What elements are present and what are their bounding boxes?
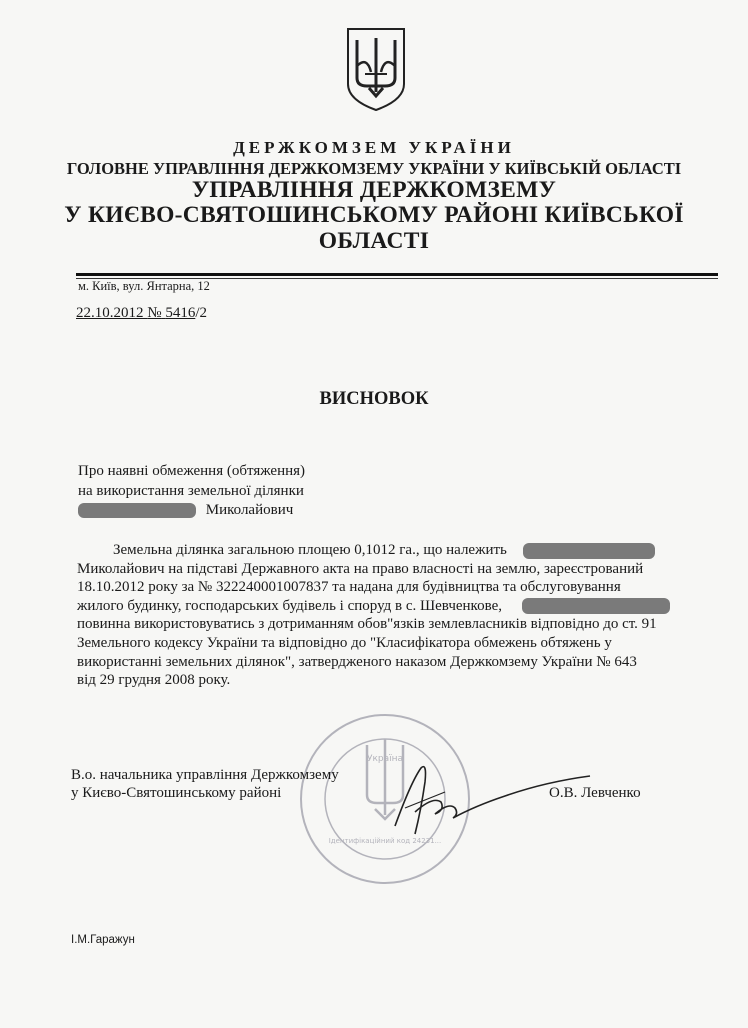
subject-owner-patronymic: Миколайович: [205, 502, 294, 518]
stamp-country: Україна: [366, 754, 404, 764]
registration-date: 22.10.2012: [76, 305, 144, 321]
signatory-name: О.В. Левченко: [549, 785, 641, 801]
body-line: Земельного кодексу України та відповідно до "Класифікатора обмежень обтяжень у: [77, 634, 612, 651]
registration-number: 5416: [165, 305, 196, 321]
body-line: 18.10.2012 року за № 322240001007837 та надана для будівництва та обслуговування: [77, 579, 621, 596]
body-paragraph: [77, 541, 717, 690]
registration-suffix: /2: [195, 305, 207, 321]
header-office-line2: У КИЄВО-СВЯТОШИНСЬКОМУ РАЙОНІ КИЇВСЬКОЇ: [64, 202, 684, 228]
header-main-directorate: ГОЛОВНЕ УПРАВЛІННЯ ДЕРЖКОМЗЕМУ УКРАЇНИ У КИЇВСЬКІЙ ОБЛАСТІ: [66, 159, 682, 178]
redacted-name: [78, 503, 196, 518]
body-line: жилого будинку, господарських будівель і споруд в с. Шевченкове,: [77, 597, 717, 616]
office-address: м. Київ, вул. Янтарна, 12: [78, 279, 210, 293]
body-line: повинна використовуватись з дотриманням обов"язків землевласників відповідно до ст. 91: [77, 616, 657, 633]
subject-line-3: [78, 502, 293, 519]
header-office-line3: ОБЛАСТІ: [318, 228, 430, 254]
stamp-code: Ідентифікаційний код 24231...: [328, 837, 442, 845]
document-title: ВИСНОВОК: [319, 389, 429, 409]
subject-line-1: Про наявні обмеження (обтяження): [78, 463, 306, 479]
registration-number-sign: №: [147, 305, 162, 321]
executor-name: І.М.Гаражун: [71, 934, 135, 946]
body-line: від 29 грудня 2008 року.: [77, 672, 231, 689]
body-line: використанні земельних ділянок", затвердженого наказом Держкомзему України № 643: [77, 653, 637, 670]
body-line: Земельна ділянка загальною площею 0,1012 га., що належить: [77, 541, 717, 560]
redacted-owner: [523, 543, 655, 559]
header-divider-thick: [76, 273, 718, 276]
header-agency: ДЕРЖКОМЗЕМ УКРАЇНИ: [233, 138, 515, 157]
header-office-line1: УПРАВЛІННЯ ДЕРЖКОМЗЕМУ: [191, 177, 557, 203]
redacted-address: [522, 598, 670, 614]
registration-line: [76, 305, 207, 322]
subject-line-2: на використання земельної ділянки: [78, 483, 304, 499]
body-line: Миколайович на підставі Державного акта на право власності на землю, зареєстрований: [77, 560, 644, 577]
trident-coat-of-arms-icon: [345, 26, 407, 112]
signatory-position-line1: В.о. начальника управління Держкомзему: [71, 767, 339, 783]
signatory-position-line2: у Києво-Святошинському районі: [71, 785, 282, 801]
